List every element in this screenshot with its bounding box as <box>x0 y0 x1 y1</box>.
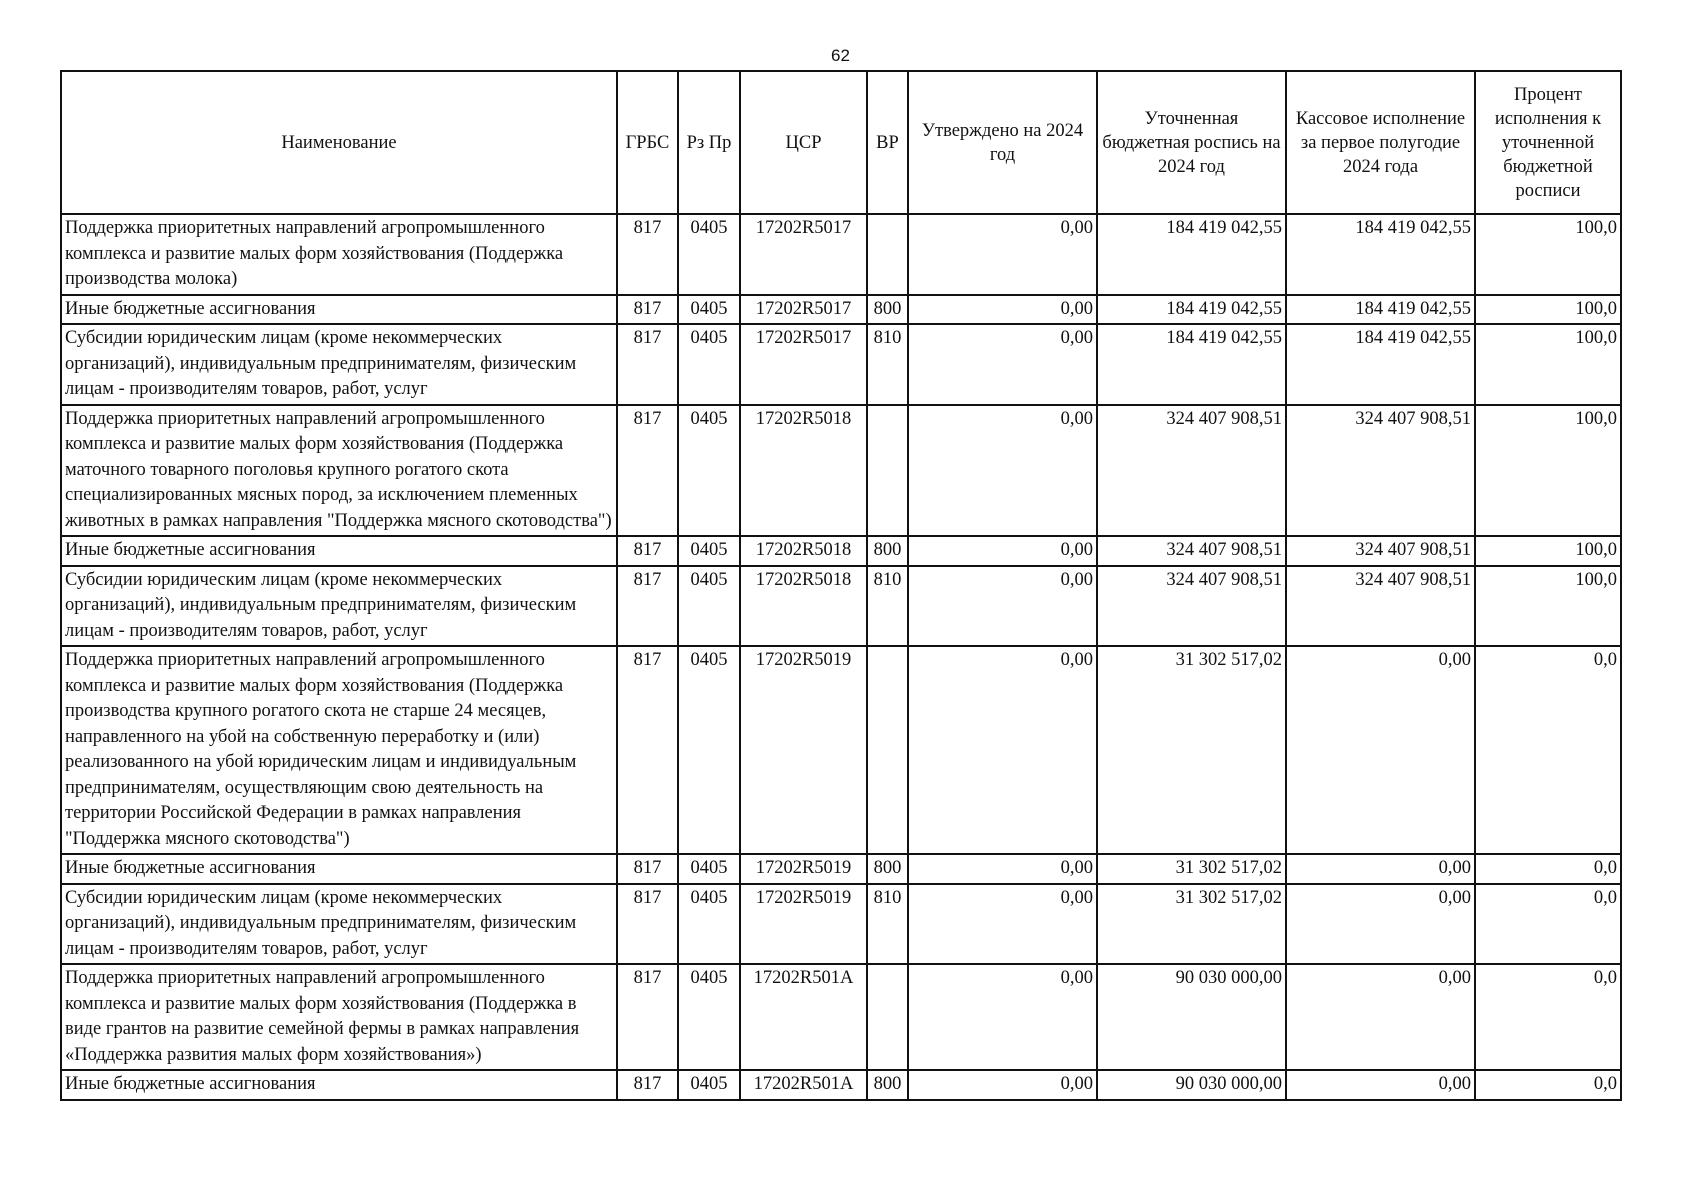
cell-rzpr: 0405 <box>678 964 740 1070</box>
cell-percent: 0,0 <box>1475 1070 1621 1100</box>
cell-name: Субсидии юридическим лицам (кроме некоммерческих организаций), индивидуальным предпринимателям, физическим лицам - производителям товаров, работ, услуг <box>61 884 617 965</box>
cell-vr: 810 <box>867 324 908 405</box>
cell-grbs: 817 <box>617 295 678 325</box>
header-rzpr: Рз Пр <box>678 71 740 214</box>
cell-percent: 0,0 <box>1475 884 1621 965</box>
cell-name: Иные бюджетные ассигнования <box>61 536 617 566</box>
cell-cash: 0,00 <box>1286 964 1475 1070</box>
cell-refined: 324 407 908,51 <box>1097 536 1286 566</box>
cell-approved: 0,00 <box>908 646 1097 854</box>
cell-approved: 0,00 <box>908 405 1097 537</box>
cell-approved: 0,00 <box>908 964 1097 1070</box>
cell-rzpr: 0405 <box>678 405 740 537</box>
cell-refined: 184 419 042,55 <box>1097 324 1286 405</box>
cell-name: Поддержка приоритетных направлений агропромышленного комплекса и развитие малых форм хозяйствования (Поддержка производства молока) <box>61 214 617 295</box>
cell-grbs: 817 <box>617 964 678 1070</box>
header-name: Наименование <box>61 71 617 214</box>
table-row <box>61 854 1621 884</box>
cell-vr <box>867 646 908 854</box>
cell-refined: 184 419 042,55 <box>1097 214 1286 295</box>
cell-refined: 31 302 517,02 <box>1097 854 1286 884</box>
header-approved: Утверждено на 2024 год <box>908 71 1097 214</box>
cell-csr: 17202R5017 <box>740 295 867 325</box>
cell-approved: 0,00 <box>908 324 1097 405</box>
cell-csr: 17202R5019 <box>740 854 867 884</box>
cell-vr: 800 <box>867 1070 908 1100</box>
cell-vr: 800 <box>867 854 908 884</box>
table-body <box>61 214 1621 1100</box>
cell-rzpr: 0405 <box>678 1070 740 1100</box>
header-csr: ЦСР <box>740 71 867 214</box>
cell-rzpr: 0405 <box>678 214 740 295</box>
cell-approved: 0,00 <box>908 536 1097 566</box>
table-row <box>61 214 1621 295</box>
cell-cash: 324 407 908,51 <box>1286 405 1475 537</box>
cell-percent: 0,0 <box>1475 964 1621 1070</box>
cell-cash: 324 407 908,51 <box>1286 536 1475 566</box>
cell-cash: 0,00 <box>1286 854 1475 884</box>
table-row <box>61 536 1621 566</box>
cell-percent: 100,0 <box>1475 536 1621 566</box>
cell-name: Поддержка приоритетных направлений агропромышленного комплекса и развитие малых форм хозяйствования (Поддержка маточного товарного поголовья крупного рогатого скота специализированных мясных пород, за исключением племенных животных в рамках направления "Поддержка мясного скотоводства") <box>61 405 617 537</box>
cell-rzpr: 0405 <box>678 295 740 325</box>
cell-cash: 0,00 <box>1286 884 1475 965</box>
cell-approved: 0,00 <box>908 295 1097 325</box>
cell-vr: 800 <box>867 536 908 566</box>
cell-percent: 0,0 <box>1475 854 1621 884</box>
cell-rzpr: 0405 <box>678 566 740 647</box>
cell-cash: 184 419 042,55 <box>1286 295 1475 325</box>
cell-percent: 100,0 <box>1475 566 1621 647</box>
table-row <box>61 964 1621 1070</box>
table-row <box>61 646 1621 854</box>
cell-approved: 0,00 <box>908 884 1097 965</box>
cell-cash: 0,00 <box>1286 1070 1475 1100</box>
cell-refined: 90 030 000,00 <box>1097 964 1286 1070</box>
table-row <box>61 324 1621 405</box>
cell-grbs: 817 <box>617 646 678 854</box>
cell-approved: 0,00 <box>908 566 1097 647</box>
cell-name: Иные бюджетные ассигнования <box>61 1070 617 1100</box>
header-percent: Процент исполнения к уточненной бюджетной росписи <box>1475 71 1621 214</box>
header-grbs: ГРБС <box>617 71 678 214</box>
cell-grbs: 817 <box>617 405 678 537</box>
cell-approved: 0,00 <box>908 214 1097 295</box>
cell-grbs: 817 <box>617 1070 678 1100</box>
cell-approved: 0,00 <box>908 854 1097 884</box>
cell-approved: 0,00 <box>908 1070 1097 1100</box>
table-row <box>61 566 1621 647</box>
cell-name: Субсидии юридическим лицам (кроме некоммерческих организаций), индивидуальным предпринимателям, физическим лицам - производителям товаров, работ, услуг <box>61 566 617 647</box>
header-vr: ВР <box>867 71 908 214</box>
cell-percent: 100,0 <box>1475 405 1621 537</box>
cell-grbs: 817 <box>617 214 678 295</box>
cell-name: Иные бюджетные ассигнования <box>61 854 617 884</box>
cell-grbs: 817 <box>617 566 678 647</box>
cell-refined: 184 419 042,55 <box>1097 295 1286 325</box>
cell-csr: 17202R5018 <box>740 566 867 647</box>
cell-csr: 17202R501A <box>740 1070 867 1100</box>
cell-rzpr: 0405 <box>678 854 740 884</box>
cell-grbs: 817 <box>617 324 678 405</box>
cell-vr <box>867 405 908 537</box>
cell-vr: 810 <box>867 566 908 647</box>
cell-csr: 17202R501A <box>740 964 867 1070</box>
cell-refined: 31 302 517,02 <box>1097 646 1286 854</box>
cell-vr: 810 <box>867 884 908 965</box>
budget-execution-table <box>60 70 1622 1101</box>
cell-name: Субсидии юридическим лицам (кроме некоммерческих организаций), индивидуальным предпринимателям, физическим лицам - производителям товаров, работ, услуг <box>61 324 617 405</box>
header-cash: Кассовое исполнение за первое полугодие 2024 года <box>1286 71 1475 214</box>
table-row <box>61 884 1621 965</box>
cell-cash: 0,00 <box>1286 646 1475 854</box>
table-row <box>61 1070 1621 1100</box>
cell-refined: 90 030 000,00 <box>1097 1070 1286 1100</box>
cell-rzpr: 0405 <box>678 536 740 566</box>
cell-rzpr: 0405 <box>678 884 740 965</box>
cell-rzpr: 0405 <box>678 646 740 854</box>
cell-csr: 17202R5017 <box>740 324 867 405</box>
cell-csr: 17202R5018 <box>740 536 867 566</box>
cell-csr: 17202R5017 <box>740 214 867 295</box>
cell-grbs: 817 <box>617 854 678 884</box>
cell-refined: 324 407 908,51 <box>1097 405 1286 537</box>
cell-refined: 324 407 908,51 <box>1097 566 1286 647</box>
table-header-row <box>61 71 1621 214</box>
cell-cash: 184 419 042,55 <box>1286 324 1475 405</box>
table-row <box>61 405 1621 537</box>
cell-vr: 800 <box>867 295 908 325</box>
cell-cash: 324 407 908,51 <box>1286 566 1475 647</box>
cell-name: Иные бюджетные ассигнования <box>61 295 617 325</box>
cell-csr: 17202R5019 <box>740 646 867 854</box>
cell-name: Поддержка приоритетных направлений агропромышленного комплекса и развитие малых форм хозяйствования (Поддержка в виде грантов на развитие семейной фермы в рамках направления «Поддержка развития малых форм хозяйствования») <box>61 964 617 1070</box>
cell-grbs: 817 <box>617 536 678 566</box>
header-refined: Уточненная бюджетная роспись на 2024 год <box>1097 71 1286 214</box>
page-number: 62 <box>831 46 850 65</box>
cell-percent: 100,0 <box>1475 214 1621 295</box>
cell-percent: 0,0 <box>1475 646 1621 854</box>
cell-vr <box>867 214 908 295</box>
cell-csr: 17202R5018 <box>740 405 867 537</box>
cell-cash: 184 419 042,55 <box>1286 214 1475 295</box>
cell-csr: 17202R5019 <box>740 884 867 965</box>
table-row <box>61 295 1621 325</box>
cell-grbs: 817 <box>617 884 678 965</box>
cell-vr <box>867 964 908 1070</box>
cell-name: Поддержка приоритетных направлений агропромышленного комплекса и развитие малых форм хозяйствования (Поддержка производства крупного рогатого скота не старше 24 месяцев, направленного на убой на собственную переработку и (или) реализованного на убой юридическим лицам и индивидуальным предпринимателям, осуществляющим свою деятельность на территории Российской Федерации в рамках направления "Поддержка мясного скотоводства") <box>61 646 617 854</box>
cell-percent: 100,0 <box>1475 324 1621 405</box>
cell-refined: 31 302 517,02 <box>1097 884 1286 965</box>
cell-rzpr: 0405 <box>678 324 740 405</box>
cell-percent: 100,0 <box>1475 295 1621 325</box>
